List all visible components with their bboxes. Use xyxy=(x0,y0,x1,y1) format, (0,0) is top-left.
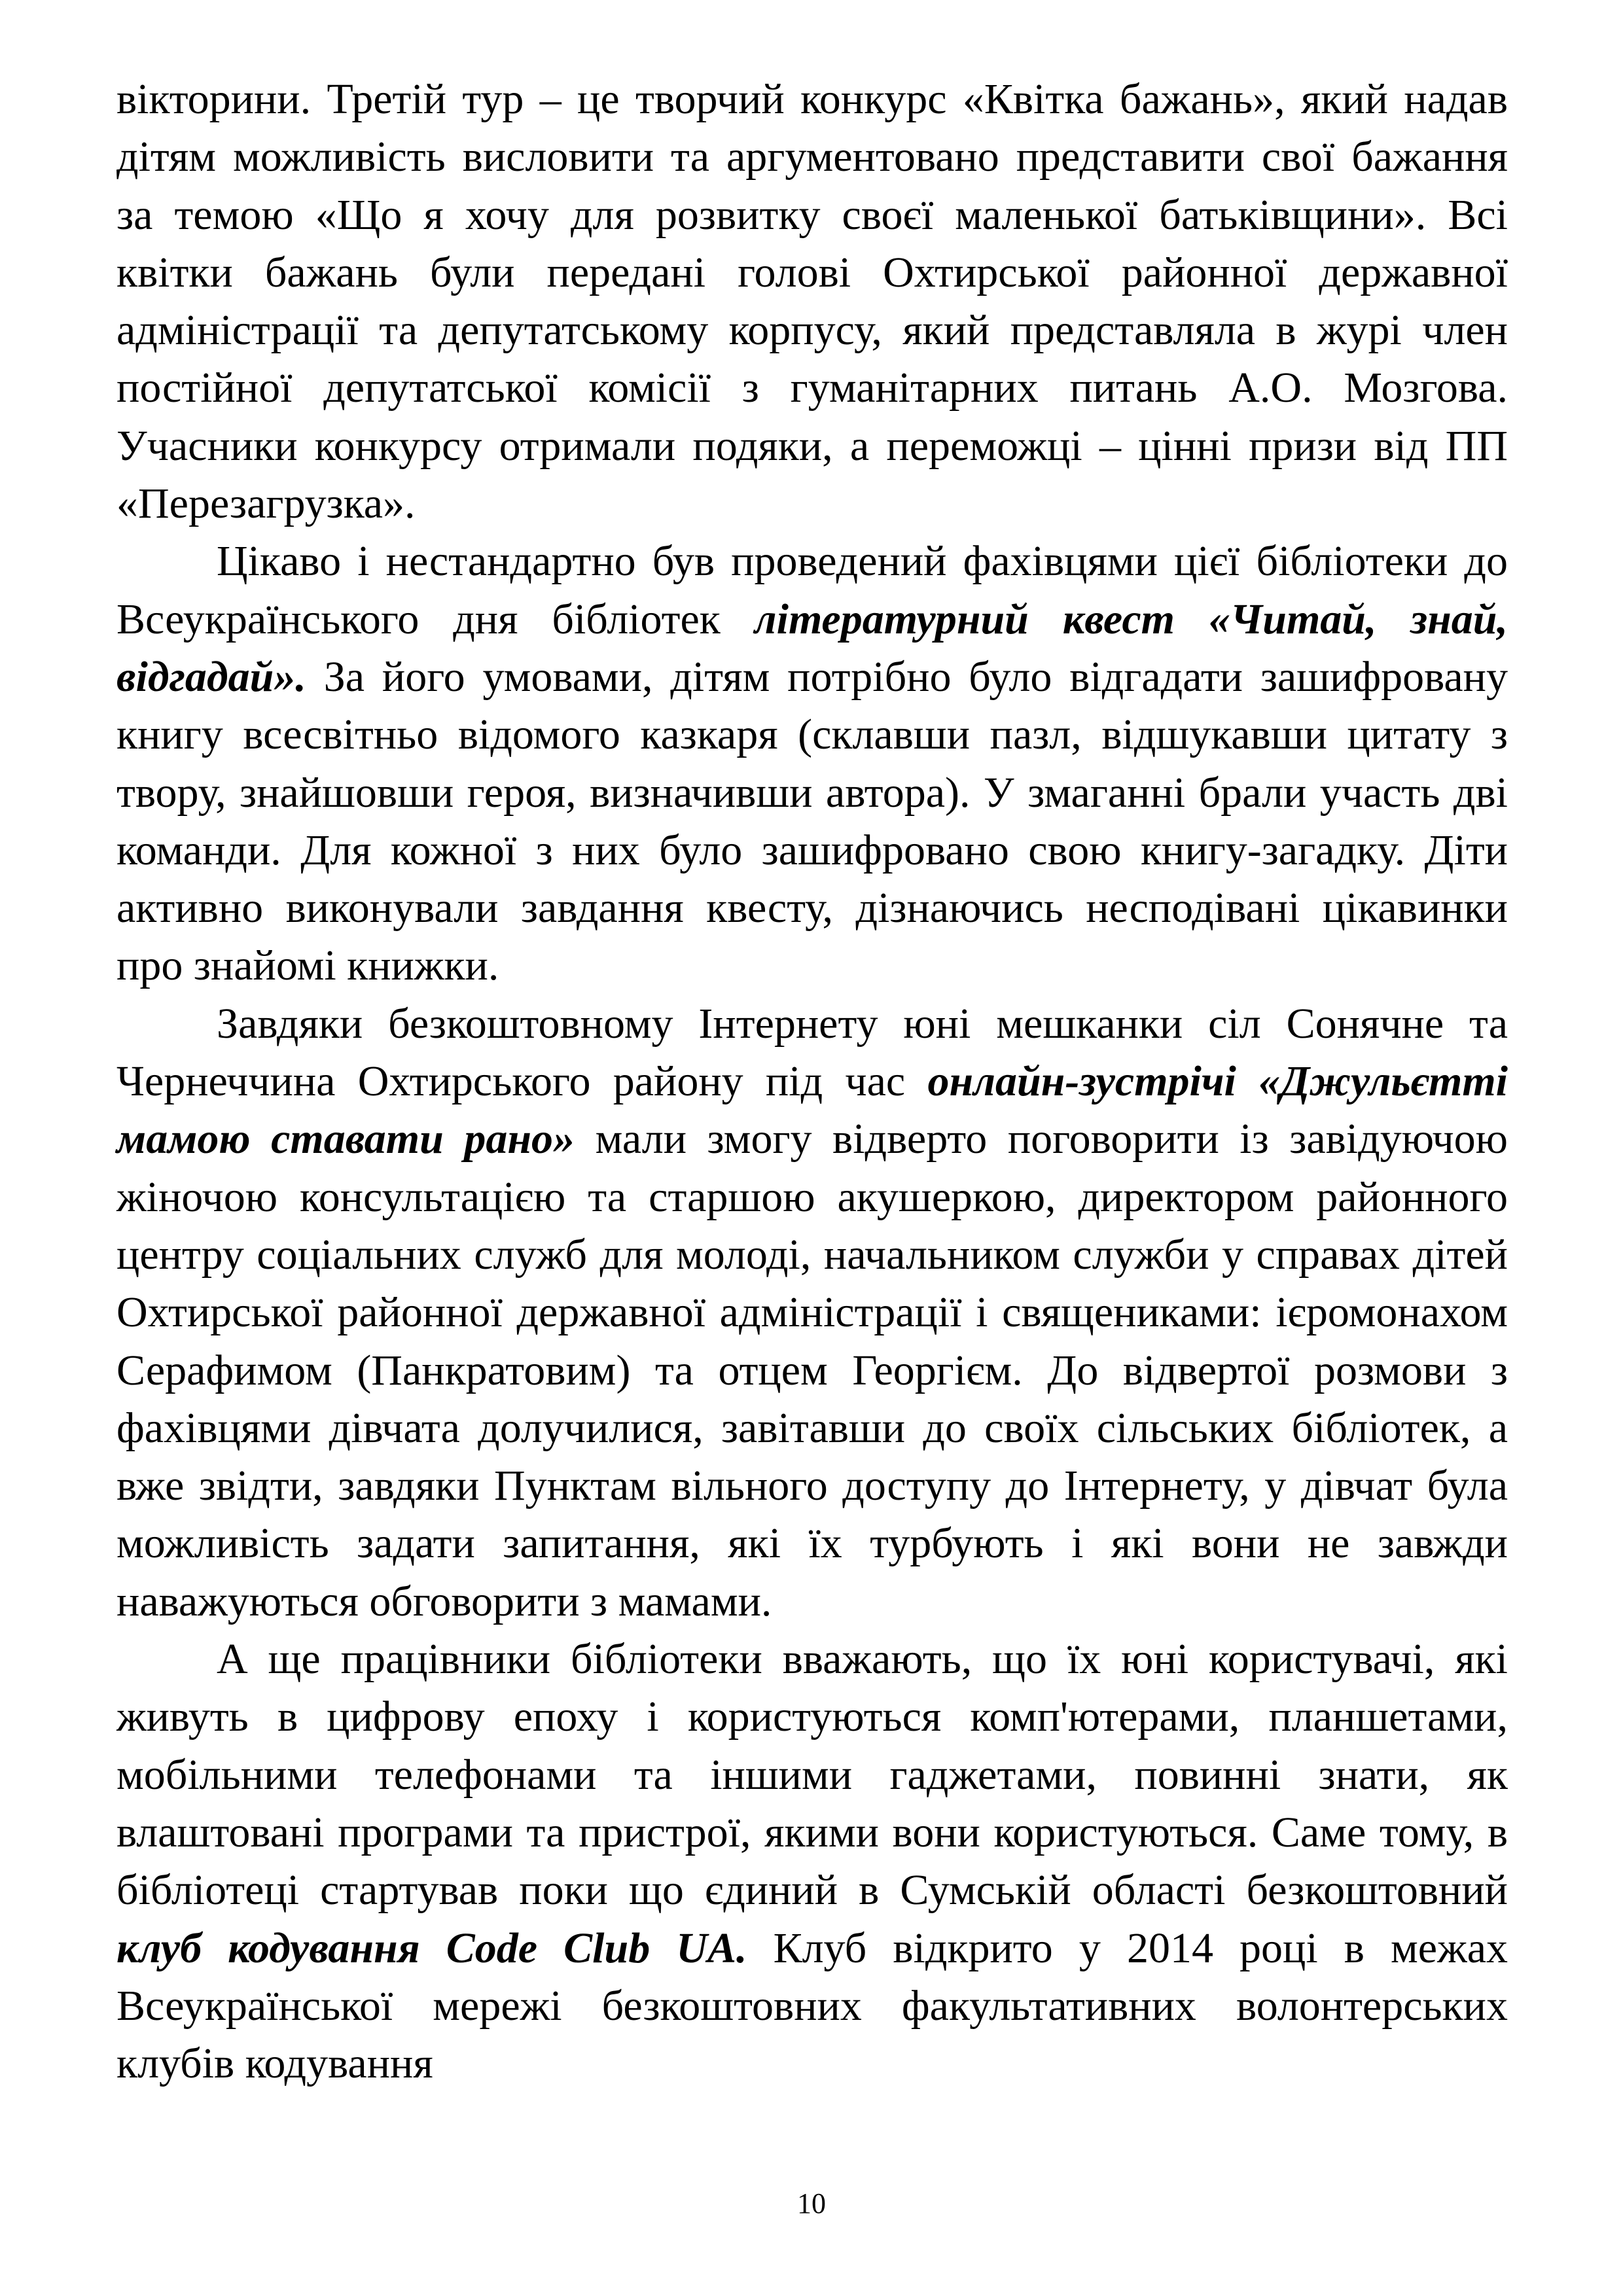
paragraph-text: А ще працівники бібліотеки вважають, що їх юні користувачі, які живуть в цифрову епоху і користуються комп'ютерами, планшетами, мобільними телефонами та іншими гаджетами, повинні знати, як влаштовані програми та пристрої, якими вони користуються. Саме тому, в бібліотеці стартував поки що єдиний в Сумській області безкоштовний xyxy=(116,1635,1508,1915)
paragraph-online-meeting xyxy=(116,995,1508,1631)
page-number: 10 xyxy=(797,2187,826,2219)
paragraph-text: Клуб відкрито у 2014 році в межах Всеукраїнської мережі безкоштовних факультативних волонтерських клубів кодування xyxy=(116,1924,1508,2088)
emphasized-event-title: літературний квест «Читай, знай, відгадай». xyxy=(116,595,1508,701)
document-body xyxy=(116,71,1508,2093)
emphasized-event-title: клуб кодування Code Club UA. xyxy=(116,1924,747,1972)
paragraph-text: мали змогу відверто поговорити із завідуючою жіночою консультацією та старшою акушеркою, директором районного центру соціальних служб для молоді, начальником служби у справах дітей Охтирської районної державної адміністрації і священиками: ієромонахом Серафимом (Панкратовим) та отцем Георгієм. До відвертої розмови з фахівцями дівчата долучилися, завітавши до своїх сільських бібліотек, а вже звідти, завдяки Пунктам вільного доступу до Інтернету, у дівчат була можливість задати запитання, які їх турбують і які вони не завжди наважуються обговорити з мамами. xyxy=(116,1115,1508,1625)
paragraph-text: Цікаво і нестандартно був проведений фахівцями цієї бібліотеки до Всеукраїнського дня бібліотек xyxy=(116,537,1508,643)
paragraph-text: За його умовами, дітям потрібно було відгадати зашифровану книгу всесвітньо відомого казкаря (склавши пазл, відшукавши цитату з твору, знайшовши героя, визначивши автора). У змаганні брали участь дві команди. Для кожної з них було зашифровано свою книгу-загадку. Діти активно виконували завдання квесту, дізнаючись несподівані цікавинки про знайомі книжки. xyxy=(116,652,1508,990)
paragraph-quiz-contest xyxy=(116,71,1508,533)
emphasized-event-title: онлайн-зустрічі «Джульєтті мамою ставати рано» xyxy=(116,1057,1508,1163)
paragraph-text: Завдяки безкоштовному Інтернету юні мешканки сіл Сонячне та Чернеччина Охтирського району під час xyxy=(116,999,1508,1106)
paragraph-code-club xyxy=(116,1631,1508,2093)
paragraph-literary-quest xyxy=(116,533,1508,995)
paragraph-text: вікторини. Третій тур – це творчий конкурс «Квітка бажань», який надав дітям можливість висловити та аргументовано представити свої бажання за темою «Що я хочу для розвитку своєї маленької батьківщини». Всі квітки бажань були передані голові Охтирської районної державної адміністрації та депутатському корпусу, який представляла в журі член постійної депутатської комісії з гуманітарних питань А.О. Мозгова. Учасники конкурсу отримали подяки, а переможці – цінні призи від ПП «Перезагрузка». xyxy=(116,75,1508,528)
